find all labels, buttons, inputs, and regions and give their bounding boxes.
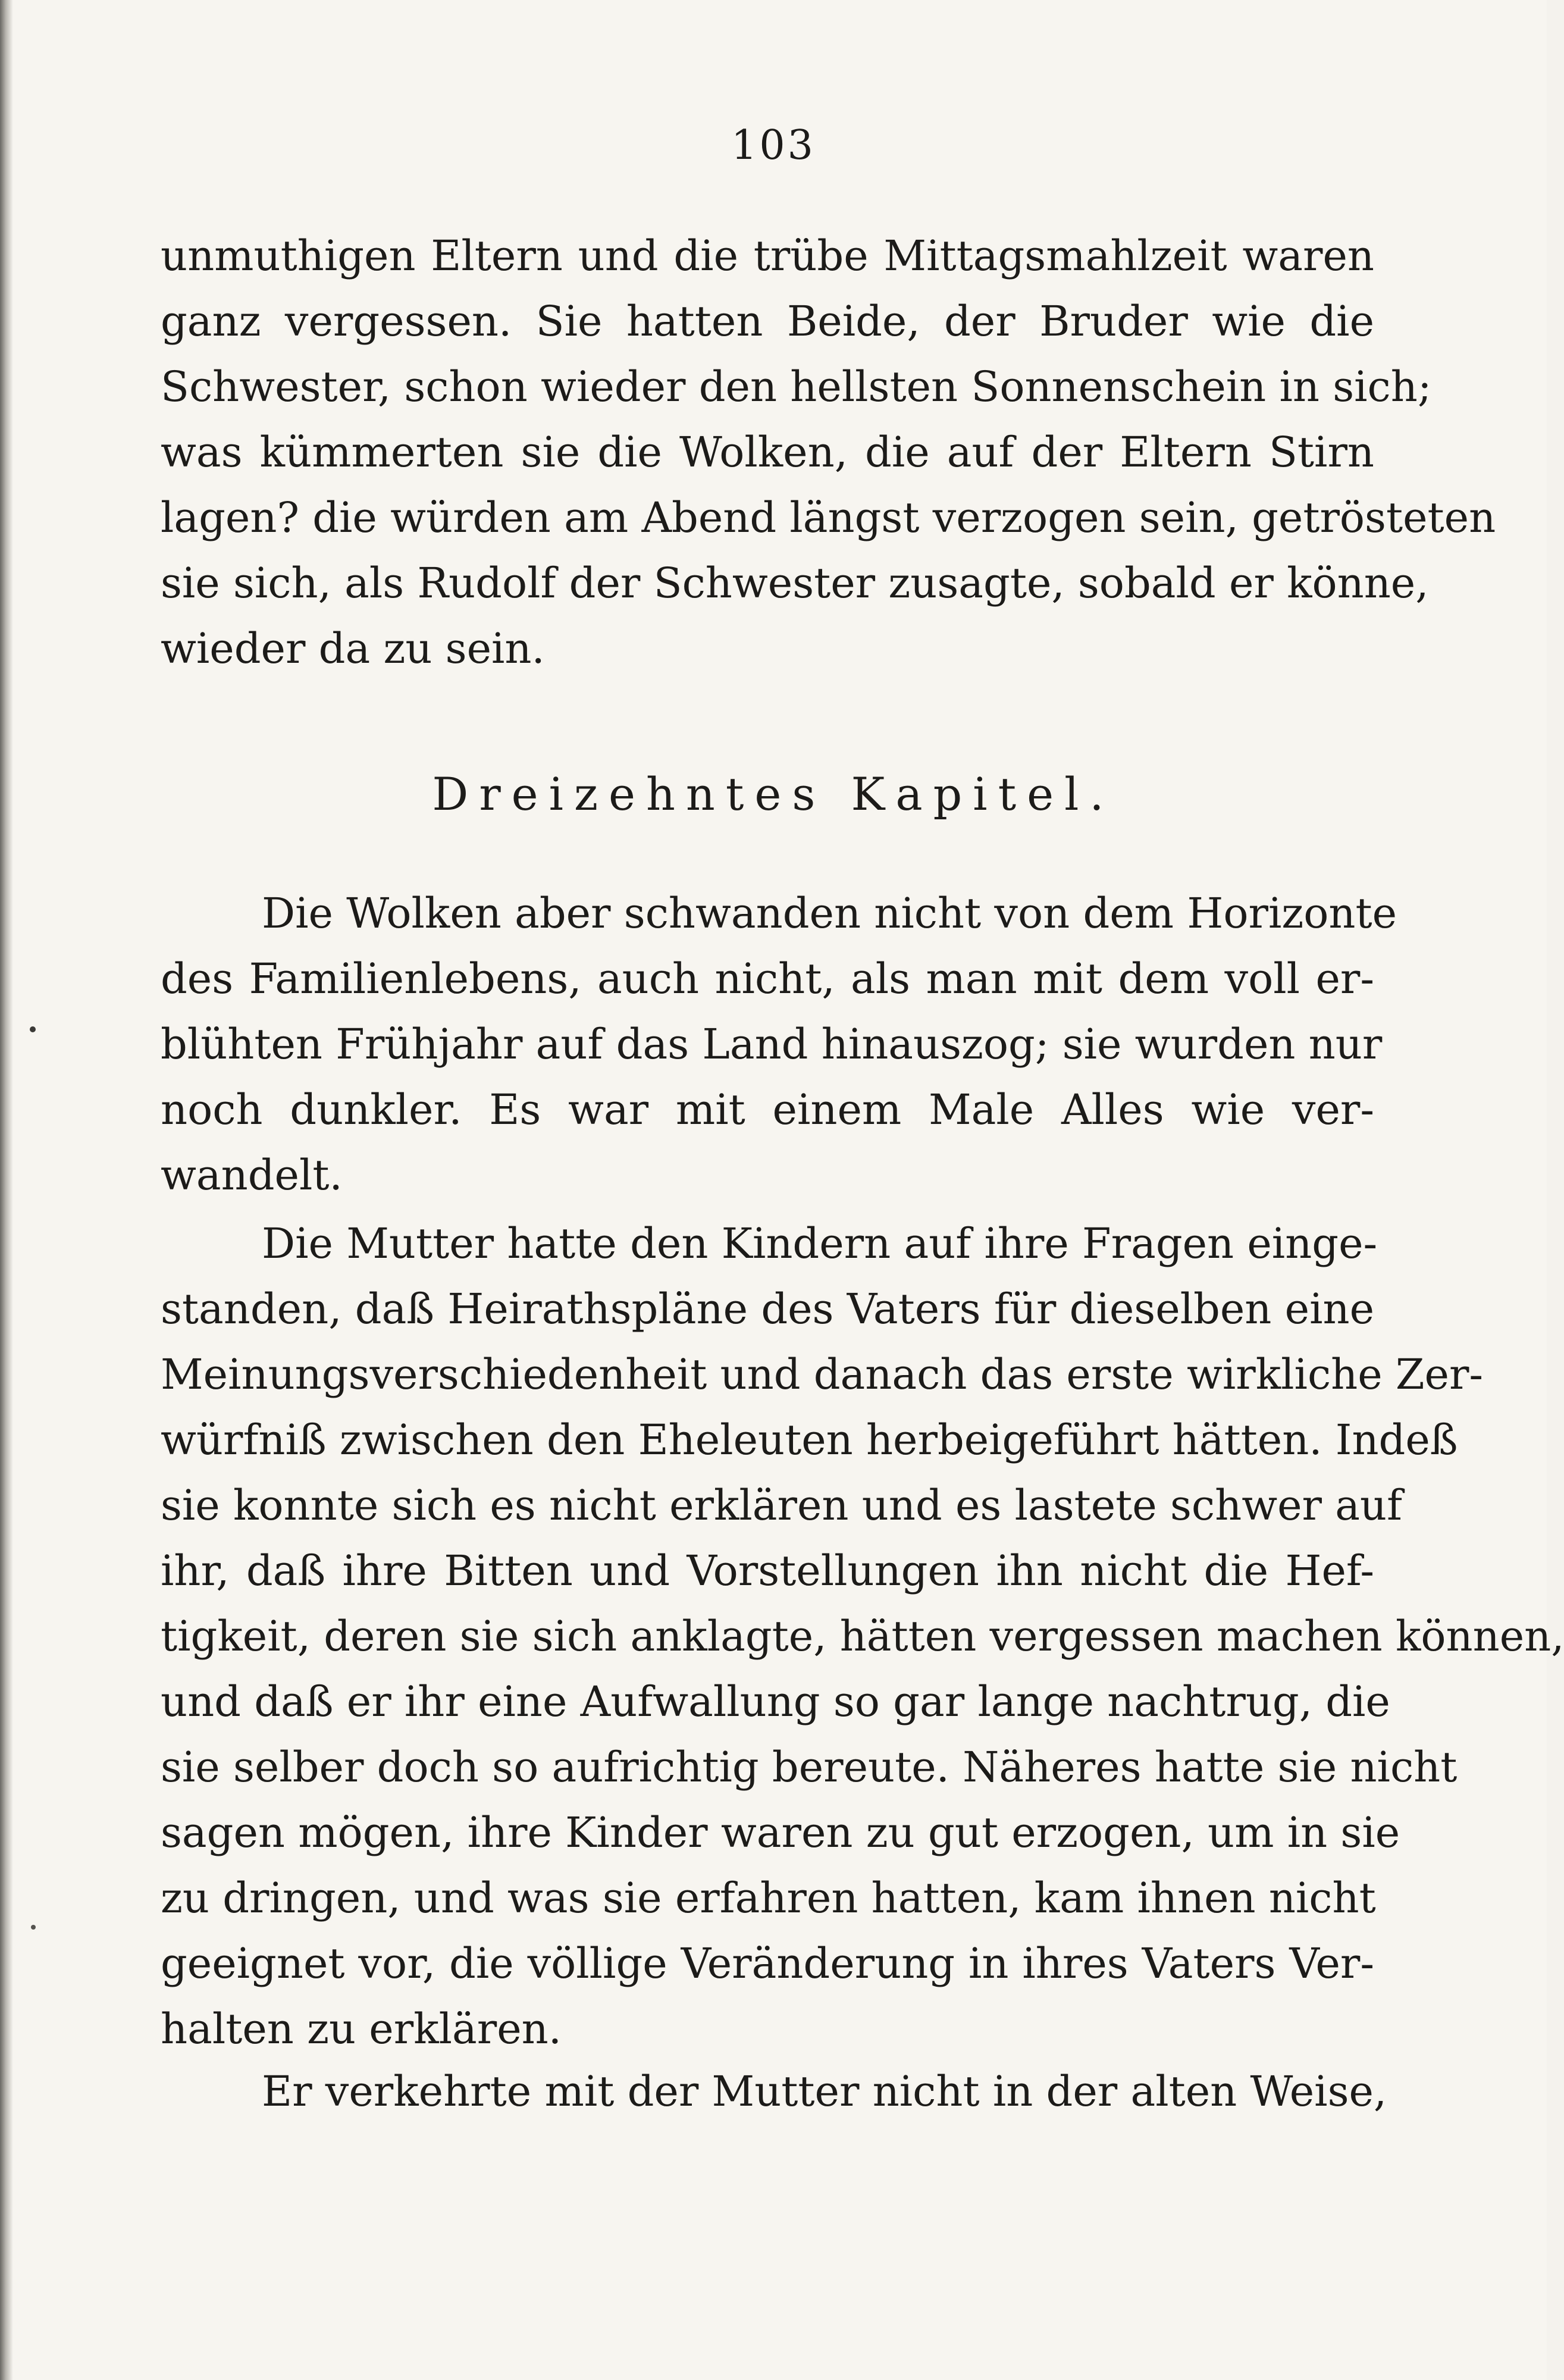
text-line: halten zu erklären.: [161, 2005, 562, 2053]
text-line: würfniß zwischen den Eheleuten herbeigeführt hätten. Indeß: [161, 1416, 1458, 1464]
text-line: und daß er ihr eine Aufwallung so gar lange nachtrug, die: [161, 1677, 1390, 1726]
paragraph: [161, 2059, 1387, 2124]
margin-mark: [31, 1925, 36, 1930]
text-line: ganz vergessen. Sie hatten Beide, der Bruder wie die: [161, 297, 1374, 346]
text-line: geeignet vor, die völlige Veränderung in ihres Vaters Ver-: [161, 1939, 1374, 1988]
text-line: ihr, daß ihre Bitten und Vorstellungen ihn nicht die Hef-: [161, 1546, 1374, 1595]
text-line: was kümmerten sie die Wolken, die auf der Eltern Stirn: [161, 428, 1374, 477]
text-line: Die Wolken aber schwanden nicht von dem Horizonte: [262, 889, 1397, 938]
text-line: Meinungsverschiedenheit und danach das erste wirkliche Zer-: [161, 1350, 1484, 1399]
text-line: wandelt.: [161, 1151, 343, 1200]
paragraph-continued: [161, 223, 1496, 681]
text-line: Er verkehrte mit der Mutter nicht in der alten Weise,: [262, 2067, 1387, 2116]
text-line: sie sich, als Rudolf der Schwester zusagte, sobald er könne,: [161, 559, 1429, 607]
margin-mark: [30, 1026, 36, 1032]
text-line: Schwester, schon wieder den hellsten Sonnenschein in sich;: [161, 362, 1432, 411]
chapter-heading: Dreizehntes Kapitel.: [432, 768, 1115, 821]
page-number: 103: [731, 122, 816, 169]
text-line: wieder da zu sein.: [161, 624, 545, 673]
text-line: Die Mutter hatte den Kindern auf ihre Fragen einge-: [262, 1219, 1378, 1268]
page-edge-shadow: [0, 0, 13, 2380]
paragraph: [161, 881, 1397, 1208]
text-line: lagen? die würden am Abend längst verzogen sein, getrösteten: [161, 493, 1496, 542]
text-line: des Familienlebens, auch nicht, als man mit dem voll er-: [161, 954, 1374, 1003]
text-line: standen, daß Heirathspläne des Vaters für dieselben eine: [161, 1285, 1374, 1333]
text-line: sie konnte sich es nicht erklären und es lastete schwer auf: [161, 1481, 1402, 1530]
text-line: blühten Frühjahr auf das Land hinauszog; sie wurden nur: [161, 1020, 1383, 1069]
text-line: tigkeit, deren sie sich anklagte, hätten vergessen machen können,: [161, 1612, 1564, 1661]
text-line: zu dringen, und was sie erfahren hatten, kam ihnen nicht: [161, 1874, 1376, 1922]
text-line: sagen mögen, ihre Kinder waren zu gut erzogen, um in sie: [161, 1808, 1400, 1857]
text-line: unmuthigen Eltern und die trübe Mittagsmahlzeit waren: [161, 231, 1374, 280]
text-line: noch dunkler. Es war mit einem Male Alles wie ver-: [161, 1085, 1374, 1134]
paragraph: [161, 1211, 1564, 2062]
text-line: sie selber doch so aufrichtig bereute. Näheres hatte sie nicht: [161, 1743, 1458, 1792]
